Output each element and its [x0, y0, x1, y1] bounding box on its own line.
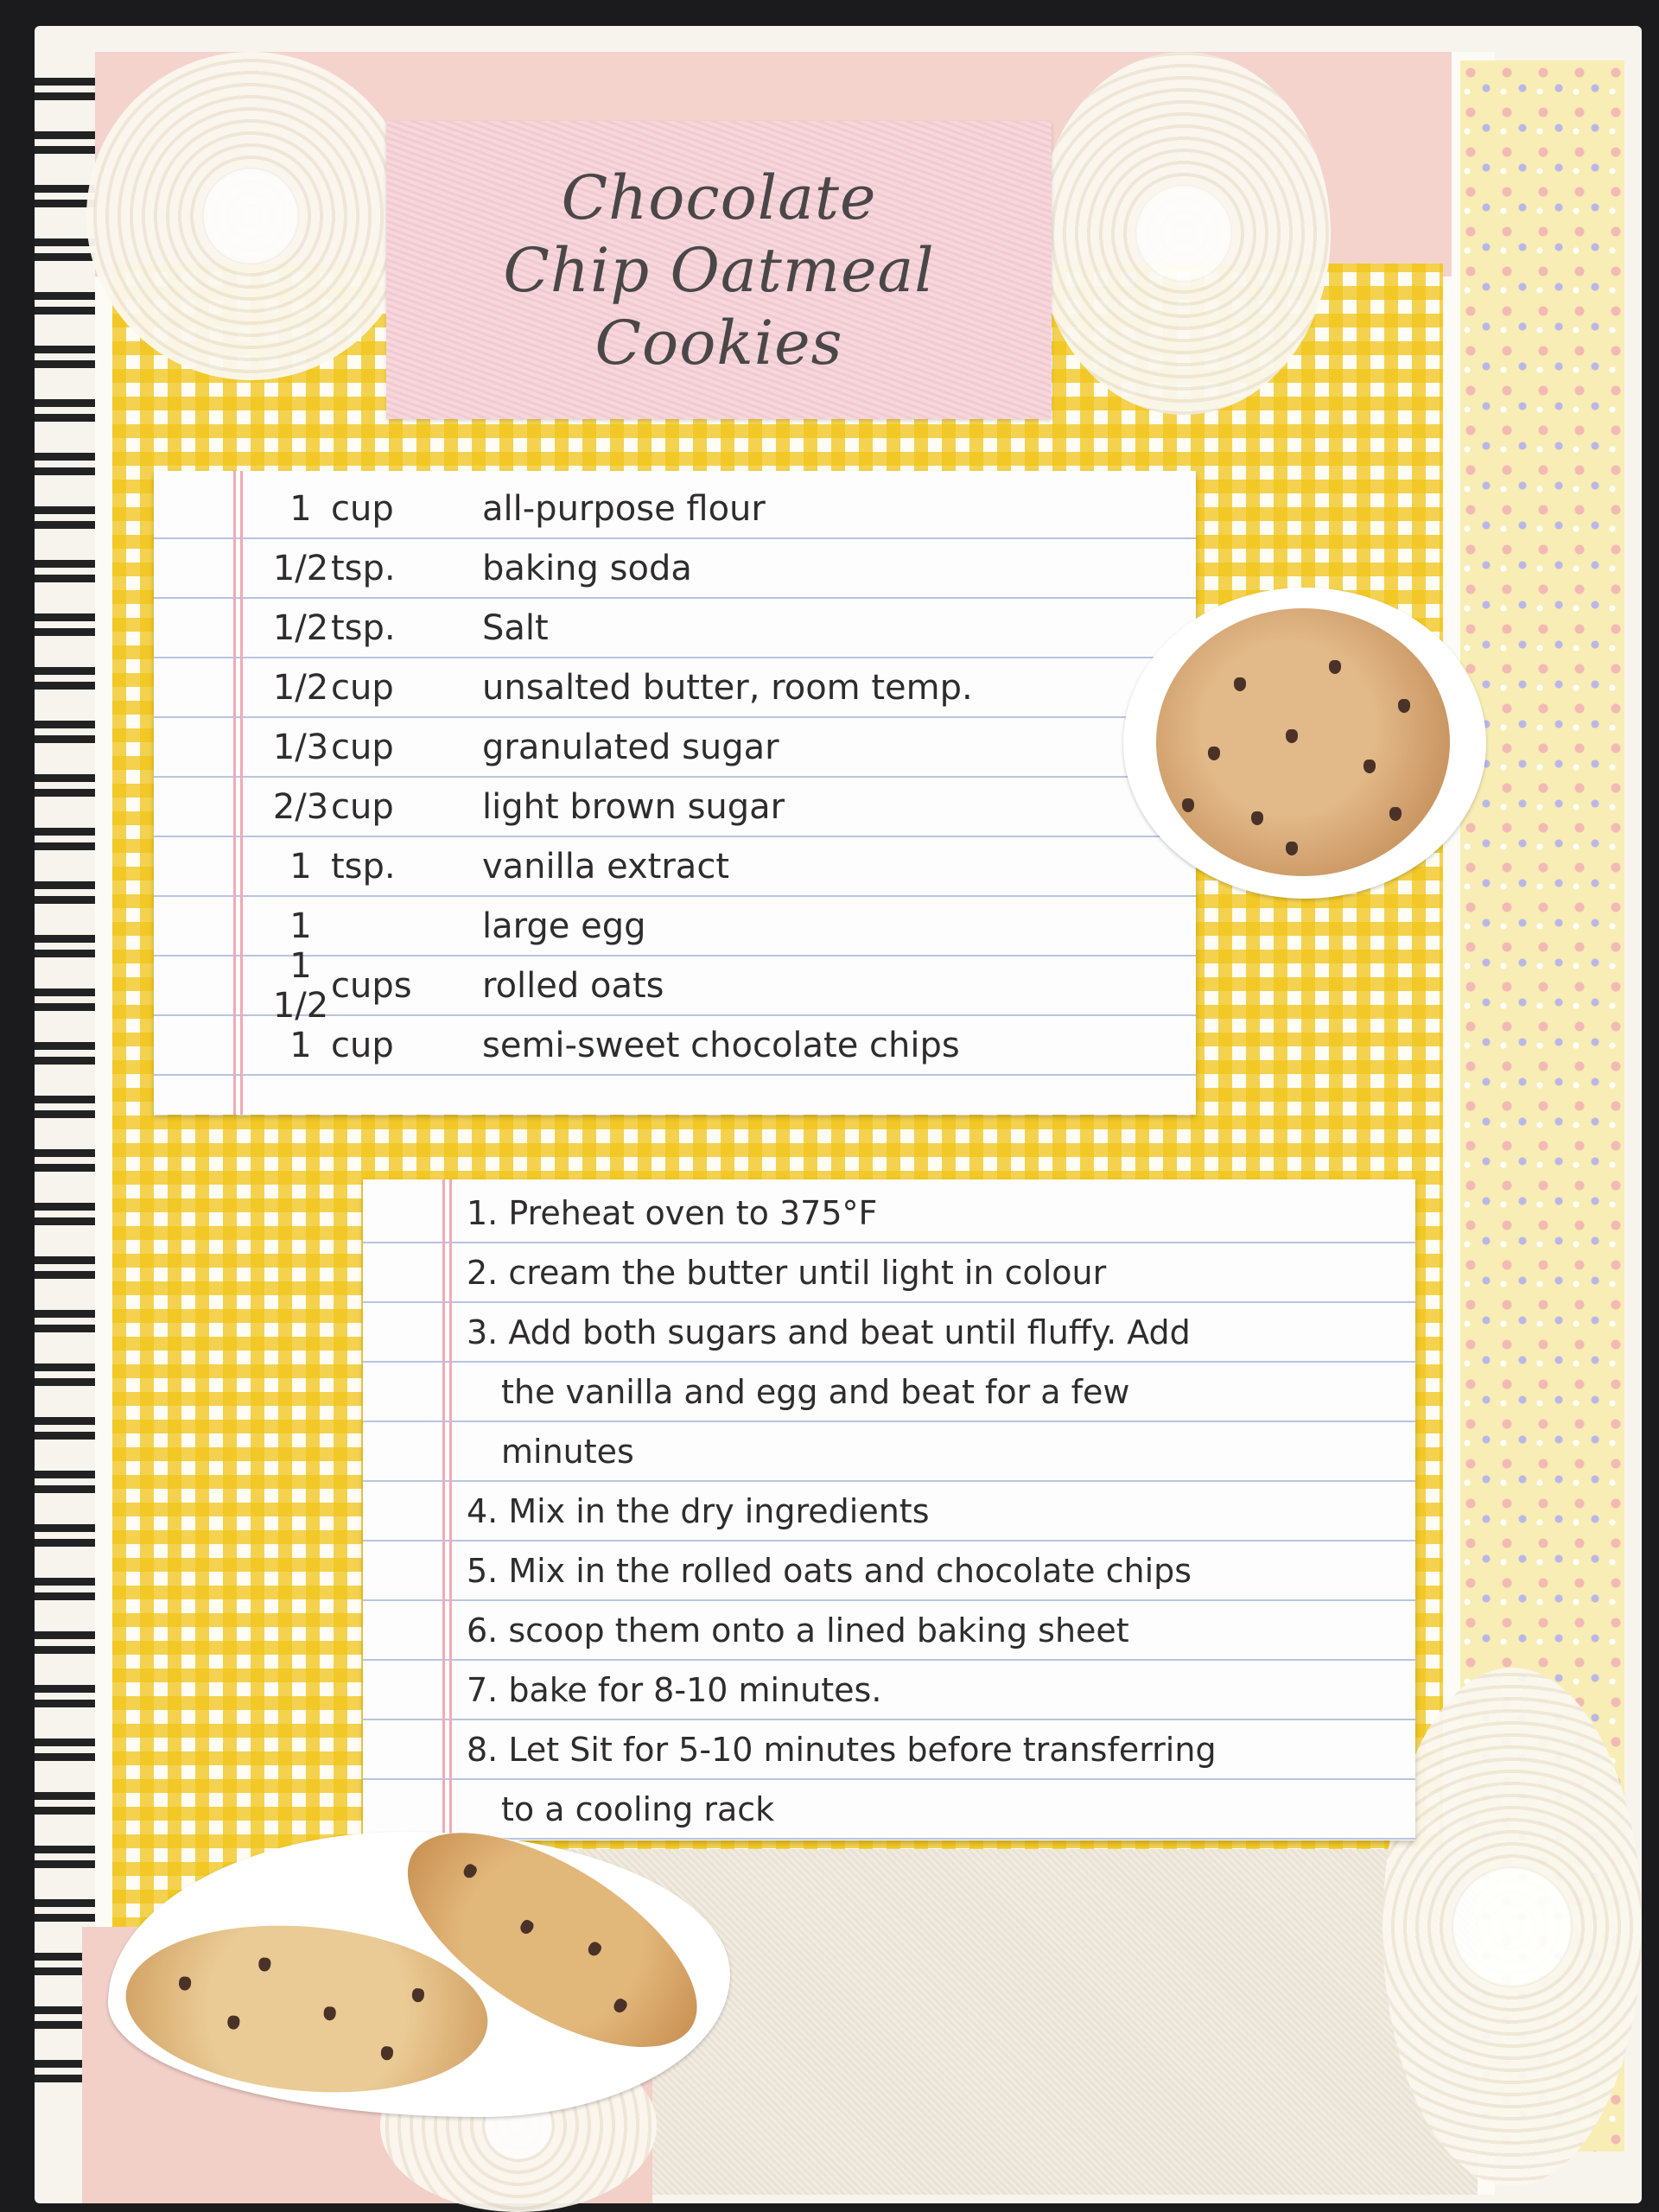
- chocolate-chip: [323, 2006, 336, 2021]
- chocolate-chip: [1398, 699, 1410, 713]
- ingredient-quantity: 1/2: [272, 608, 329, 648]
- chocolate-chip: [1286, 842, 1298, 855]
- cookie-drawing-icon: [1123, 588, 1486, 899]
- ingredient-unit: tsp.: [331, 549, 396, 588]
- ingredient-row: [154, 946, 1196, 1026]
- ingredient-name: all-purpose flour: [482, 489, 766, 529]
- instruction-line: 8. Let Sit for 5-10 minutes before transferring: [467, 1731, 1217, 1769]
- title-line: Chocolate: [561, 162, 877, 233]
- instruction-line: 6. scoop them onto a lined baking sheet: [467, 1611, 1129, 1649]
- ingredient-quantity: 1: [289, 489, 312, 529]
- instruction-line: the vanilla and egg and beat for a few: [501, 1373, 1130, 1411]
- ingredient-row: [154, 539, 1196, 598]
- ingredient-unit: cup: [331, 728, 394, 767]
- chocolate-chip: [380, 2046, 393, 2061]
- instruction-line: minutes: [501, 1433, 634, 1471]
- chocolate-chip: [1329, 660, 1341, 674]
- ingredient-quantity: 1/2: [272, 668, 329, 708]
- instruction-line: 2. cream the butter until light in colour: [467, 1254, 1107, 1292]
- chocolate-chip: [258, 1957, 271, 1972]
- ingredient-name: semi-sweet chocolate chips: [482, 1026, 960, 1065]
- ingredient-unit: cups: [331, 966, 412, 1006]
- chocolate-chip: [518, 1918, 535, 1936]
- chocolate-chip: [1389, 807, 1402, 821]
- ingredient-quantity: 1: [289, 906, 312, 946]
- ingredient-quantity: 1/3: [272, 728, 329, 767]
- ingredient-unit: tsp.: [331, 847, 396, 887]
- instruction-line: to a cooling rack: [501, 1790, 775, 1828]
- title-line: Chip Oatmeal: [503, 234, 935, 306]
- ingredient-quantity: 1/2: [272, 549, 329, 588]
- chocolate-chip: [227, 2015, 240, 2030]
- ingredient-row: [154, 778, 1196, 836]
- ingredient-name: light brown sugar: [482, 787, 785, 827]
- ingredient-name: rolled oats: [482, 966, 664, 1006]
- ingredient-name: Salt: [482, 608, 549, 648]
- instruction-line: 4. Mix in the dry ingredients: [467, 1492, 930, 1530]
- ingredient-name: vanilla extract: [482, 847, 729, 887]
- chocolate-chip: [1251, 811, 1263, 825]
- ingredient-quantity: 2/3: [272, 787, 329, 827]
- chocolate-chip: [411, 1988, 424, 2003]
- ingredient-name: granulated sugar: [482, 728, 779, 767]
- instructions-card: [363, 1179, 1415, 1840]
- chocolate-chip: [1286, 729, 1298, 743]
- ingredient-unit: cup: [331, 489, 394, 529]
- card-margin-line: [449, 1179, 452, 1840]
- ingredient-row: [154, 599, 1196, 658]
- instruction-line: 7. bake for 8-10 minutes.: [467, 1671, 882, 1709]
- ingredient-unit: cup: [331, 668, 394, 708]
- ingredient-quantity: 1: [289, 1026, 312, 1065]
- chocolate-chip: [178, 1976, 191, 1991]
- chocolate-chip: [1363, 760, 1376, 773]
- ingredient-quantity: 1: [289, 847, 312, 887]
- ingredient-row: [154, 718, 1196, 777]
- ingredient-unit: tsp.: [331, 608, 396, 648]
- ingredients-card: [154, 471, 1196, 1115]
- ingredient-name: baking soda: [482, 549, 692, 588]
- ingredient-row: [154, 658, 1196, 717]
- title-card: [386, 121, 1052, 419]
- instruction-line: 1. Preheat oven to 375°F: [467, 1194, 878, 1232]
- ingredient-row: [154, 480, 1196, 538]
- ingredient-unit: cup: [331, 1026, 394, 1065]
- chocolate-chip: [1208, 747, 1220, 760]
- instruction-line: 5. Mix in the rolled oats and chocolate chips: [467, 1552, 1192, 1590]
- chocolate-chip: [612, 1997, 629, 2015]
- chocolate-chip: [461, 1862, 479, 1880]
- card-margin-line: [442, 1179, 445, 1840]
- chocolate-chip: [1234, 677, 1246, 691]
- paper-doily: [1382, 1668, 1642, 2186]
- ingredient-name: large egg: [482, 906, 646, 946]
- ingredient-unit: cup: [331, 787, 394, 827]
- ingredient-quantity: 1 1/2: [272, 946, 329, 1026]
- cookie-dough-shape: [1156, 608, 1450, 876]
- ingredient-row: [154, 837, 1196, 896]
- chocolate-chip: [586, 1940, 603, 1958]
- title-line: Cookies: [594, 307, 843, 378]
- chocolate-chip: [1182, 798, 1194, 812]
- paper-doily: [86, 52, 415, 380]
- paper-doily: [1037, 52, 1331, 415]
- ingredient-row: [154, 1016, 1196, 1075]
- ingredient-name: unsalted butter, room temp.: [482, 668, 973, 708]
- instruction-line: 3. Add both sugars and beat until fluffy. Add: [467, 1313, 1191, 1351]
